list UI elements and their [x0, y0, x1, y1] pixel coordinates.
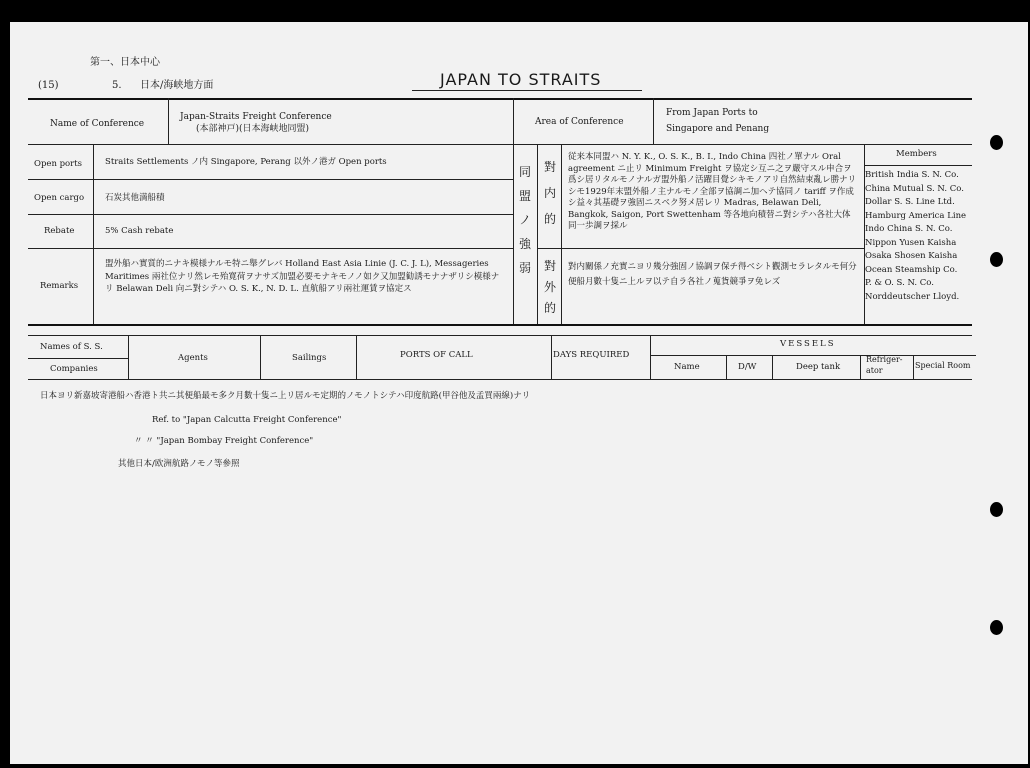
vessel-name-header: Name: [674, 362, 700, 372]
note-line-2: Ref. to "Japan Calcutta Freight Conference": [152, 415, 342, 425]
page-number: (15): [38, 80, 59, 91]
strength-char: ノ: [518, 213, 531, 227]
punch-hole: [990, 502, 1003, 517]
member-item: Nippon Yusen Kaisha: [865, 237, 957, 248]
agents-header: Agents: [178, 353, 208, 363]
remarks-value: 盟外船ハ實質的ニナキ模様ナルモ特ニ舉グレバ Holland East Asia Linie (J. C. J. L), Messageries Maritimes 兩社位ナリ然レモ殆寛荷ヲナサズ加盟必要モナキモノノ如ク又加盟勧誘モナナザリシ模様ナリ Belawan Deli 向ニ對シテハ O. S. K., N. D. L. 直航船アリ兩社運賃ヲ協定ス: [105, 259, 500, 294]
dw-header: D/W: [738, 362, 757, 372]
area-label: Area of Conference: [535, 117, 624, 127]
member-item: Ocean Steamship Co.: [865, 264, 958, 275]
conference-name-en: Japan-Straits Freight Conference: [180, 112, 332, 122]
rule: [650, 355, 976, 356]
punch-hole: [990, 135, 1003, 150]
refrigerator-header: Refriger-ator: [866, 355, 903, 375]
rule: [537, 248, 864, 249]
member-item: Indo China S. N. Co.: [865, 224, 953, 234]
members-list: [865, 169, 966, 304]
rule: [913, 355, 914, 379]
member-item: China Mutual S. N. Co.: [865, 183, 964, 194]
rule: [513, 98, 514, 324]
sailings-header: Sailings: [292, 353, 327, 363]
internal-char: 對: [543, 160, 556, 174]
strength-char: 盟: [518, 189, 531, 203]
member-item: Norddeutscher Lloyd.: [865, 291, 960, 302]
open-ports-value: Straits Settlements ノ内 Singapore, Perang 以外ノ港ガ Open ports: [105, 157, 387, 167]
rule: [93, 144, 94, 324]
conference-name-jp: (本部神戸)(日本海峡地同盟): [196, 124, 310, 134]
rebate-label: Rebate: [44, 226, 75, 236]
companies-header: Companies: [50, 364, 98, 374]
note-line-1: 日本ヨリ新嘉坡寄港船ハ香港ト共ニ其便船最モ多ク月數十隻ニ上リ居ルモ定期的ノモノトシテハ印度航路(甲谷他及孟買兩線)ナリ: [40, 391, 531, 401]
rule: [860, 355, 861, 379]
external-label-vertical: [541, 256, 559, 319]
rule: [28, 379, 972, 380]
internal-char: 内: [543, 186, 556, 200]
strength-char: 同: [518, 165, 531, 179]
rule: [260, 335, 261, 379]
region-label: 日本/海峡地方面: [140, 80, 214, 91]
rule: [864, 165, 972, 166]
open-cargo-label: Open cargo: [34, 193, 85, 203]
member-item: British India S. N. Co.: [865, 170, 959, 180]
vessels-header: VESSELS: [780, 339, 836, 349]
rule: [28, 179, 513, 180]
names-of-ss-header: Names of S. S.: [40, 342, 103, 352]
rule: [28, 214, 513, 215]
area-value-line1: From Japan Ports to: [666, 108, 758, 118]
deep-tank-header: Deep tank: [796, 362, 841, 372]
rule: [650, 335, 651, 379]
member-item: Dollar S. S. Line Ltd.: [865, 197, 955, 207]
external-char: 的: [543, 301, 556, 315]
member-item: Osaka Shosen Kaisha: [865, 251, 958, 261]
rule: [561, 144, 562, 324]
rule: [28, 144, 972, 145]
rebate-value: 5% Cash rebate: [105, 226, 174, 236]
rule: [537, 144, 538, 324]
rule: [772, 355, 773, 379]
open-ports-label: Open ports: [34, 159, 83, 169]
internal-label-vertical: [541, 154, 559, 232]
external-char: 對: [543, 259, 556, 273]
conference-name-label: Name of Conference: [50, 119, 145, 129]
area-value-line2: Singapore and Penang: [666, 124, 770, 134]
rule: [551, 335, 552, 379]
rule: [128, 335, 129, 379]
ports-of-call-header: PORTS OF CALL: [400, 350, 473, 360]
external-char: 外: [543, 280, 556, 294]
rule: [28, 358, 128, 359]
punch-hole: [990, 620, 1003, 635]
rule: [28, 248, 513, 249]
member-item: Hamburg America Line: [865, 210, 967, 221]
rule: [28, 324, 972, 326]
title-underline: [412, 90, 642, 91]
page-title: JAPAN TO STRAITS: [440, 70, 602, 89]
remarks-label: Remarks: [40, 281, 79, 291]
rule: [726, 355, 727, 379]
strength-char: 弱: [518, 261, 531, 275]
section-heading: 第一、日本中心: [90, 57, 160, 68]
internal-relations-text: 従来本同盟ハ N. Y. K., O. S. K., B. I., Indo China 四社ノ單ナル Oral agreement ニ止リ Minimum Freight ヲ協定シ互ニ之ヲ嚴守スル申合ヲ爲シ居リタルモノナルガ盟外船ノ活躍目覺シキモノアリ自然結束亂レ勝ナリシモ1929年末盟外船ノ主ナルモノ全部ヲ協調ニ加ヘテ協同ノ tariff ヲ作成シ益々其基礎ヲ強固ニスベク努メ居レリ Madras, Belawan Deli, Bangkok, Saigon, Port Swettenham 等各地向積替ニ對シテハ各社大体同一歩調ヲ採ル: [568, 152, 857, 231]
strength-label-vertical: [516, 160, 534, 280]
note-line-4: 其他日本/欧洲航路ノモノ等參照: [118, 459, 240, 469]
open-cargo-value: 石炭其他満船積: [105, 193, 165, 203]
strength-char: 強: [518, 237, 531, 251]
external-relations-text: 對内關係ノ充實ニヨリ幾分強固ノ協調ヲ保チ得ベシト觀測セラレタルモ何分便船月數十隻ニ上ルヲ以テ自ラ各社ノ蒐貨競爭ヲ免レズ: [568, 262, 857, 287]
internal-char: 的: [543, 212, 556, 226]
rule: [653, 98, 654, 144]
item-number: 5.: [112, 80, 122, 91]
members-label: Members: [896, 149, 937, 159]
days-required-header: DAYS REQUIRED: [553, 350, 630, 360]
special-room-header: Special Room: [915, 361, 971, 370]
rule: [28, 335, 972, 336]
table-top-rule: [28, 98, 972, 100]
document-sheet: [10, 22, 1028, 764]
rule: [168, 98, 169, 144]
note-line-3: 〃 〃 "Japan Bombay Freight Conference": [134, 436, 314, 446]
member-item: P. & O. S. N. Co.: [865, 278, 934, 288]
rule: [356, 335, 357, 379]
punch-hole: [990, 252, 1003, 267]
